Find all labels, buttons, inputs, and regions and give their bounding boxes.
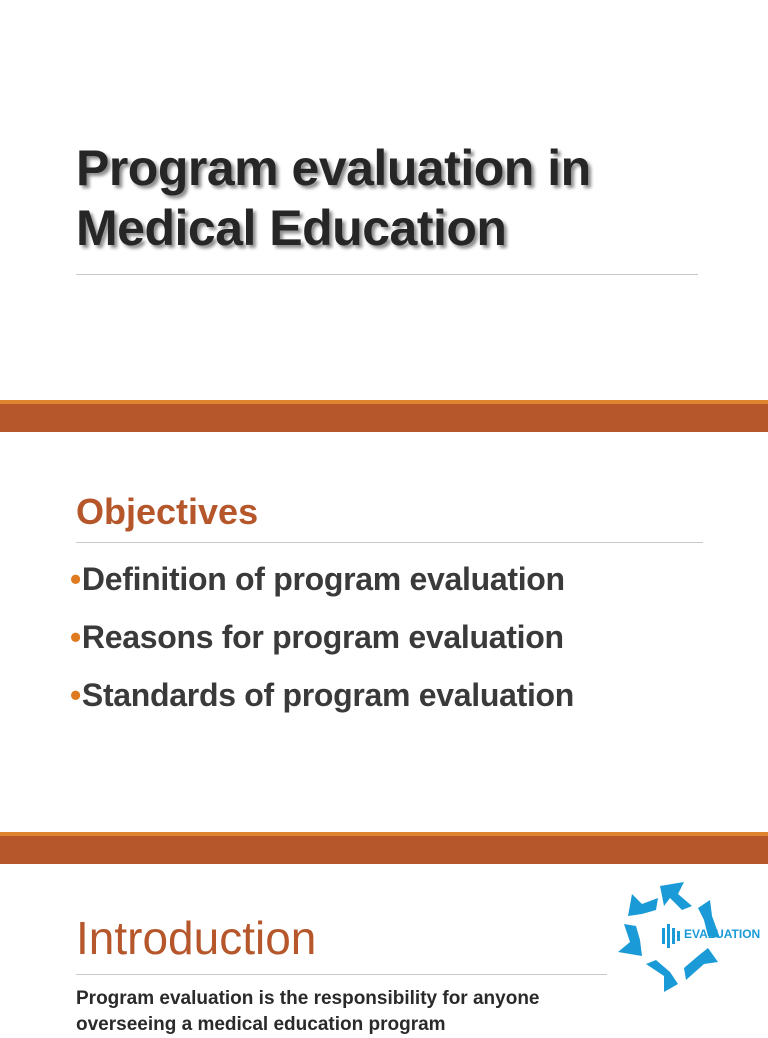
- title-slide: [0, 0, 768, 400]
- title-underline: [76, 274, 698, 275]
- slide-divider: [0, 400, 768, 432]
- list-item-text: Standards of program evaluation: [81, 677, 575, 713]
- list-item: [70, 608, 574, 666]
- evaluation-logo: [612, 876, 768, 996]
- slide-divider: [0, 832, 768, 864]
- introduction-slide: [0, 864, 768, 1035]
- divider-bar: [0, 404, 768, 432]
- slide-title: [76, 138, 716, 258]
- bullet-dot: •: [70, 677, 81, 713]
- objectives-slide: [0, 432, 768, 832]
- list-item: [70, 666, 574, 724]
- introduction-underline: [76, 974, 607, 975]
- list-item: [70, 550, 574, 608]
- divider-bar: [0, 836, 768, 864]
- slide-title-line-2: Medical Education: [76, 200, 507, 256]
- logo-label: EVALUATION: [684, 927, 761, 941]
- objectives-underline: [76, 542, 703, 543]
- circular-arrows-icon: [612, 876, 768, 996]
- objectives-list: [70, 550, 574, 724]
- list-item-text: Reasons for program evaluation: [81, 619, 564, 655]
- list-item-text: Definition of program evaluation: [81, 561, 565, 597]
- introduction-heading: Introduction: [76, 912, 317, 964]
- bullet-dot: •: [70, 619, 81, 655]
- objectives-heading: Objectives: [76, 491, 259, 532]
- slide-title-line-1: Program evaluation in: [76, 140, 591, 196]
- bullet-dot: •: [70, 561, 81, 597]
- introduction-body: Program evaluation is the responsibility for anyone overseeing a medical education program: [76, 988, 540, 1035]
